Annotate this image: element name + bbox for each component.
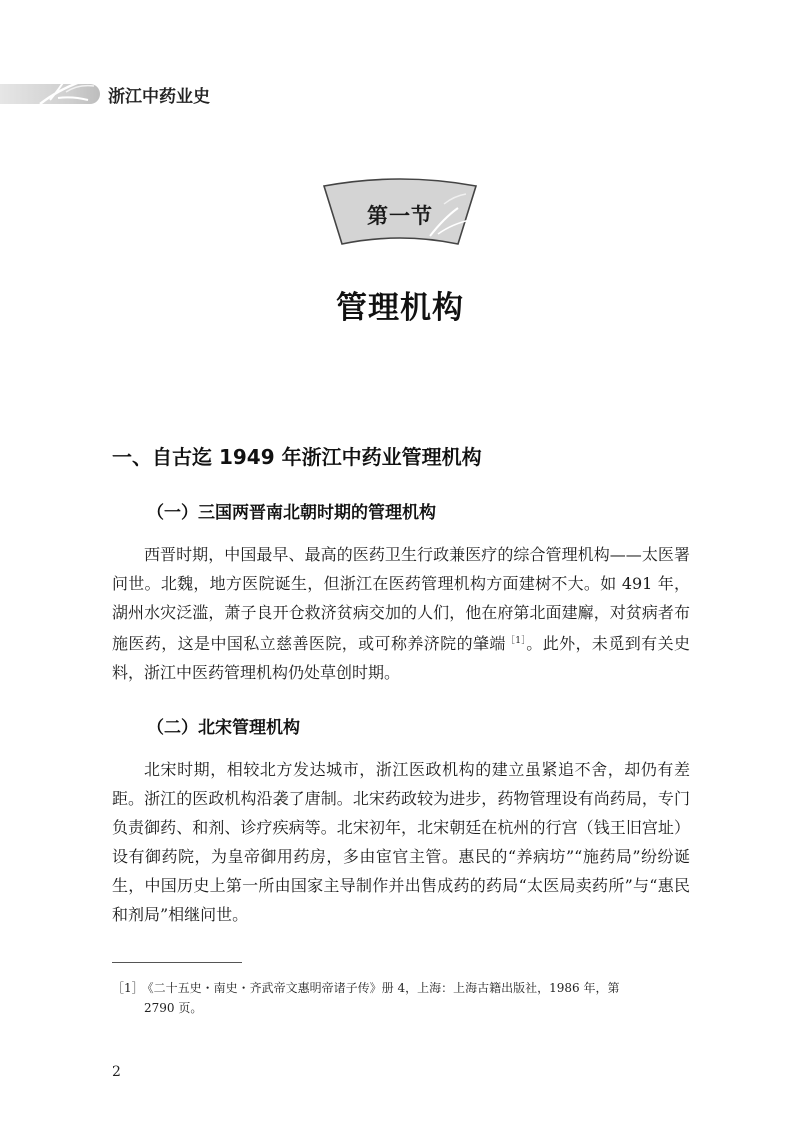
running-header — [0, 74, 800, 114]
paragraph-1-text: 西晋时期，中国最早、最高的医药卫生行政兼医疗的综合管理机构——太医署问世。北魏，地方医院诞生，但浙江在医药管理机构方面建树不大。如 491 年，湖州水灾泛滥，萧子良开仓救济贫病交加的人们，他在府第北面建廨，对贫病者布施医药，这是中国私立慈善医院，或可称养济院的肇端 — [112, 545, 690, 653]
footnote-mark: ［1］ — [112, 981, 144, 995]
subsection-heading-1: （一）三国两晋南北朝时期的管理机构 — [147, 503, 436, 523]
subsection-heading-2: （二）北宋管理机构 — [147, 718, 300, 738]
footnote-text-line1: 《二十五史・南史・齐武帝文惠明帝诸子传》册 4，上海：上海古籍出版社，1986 年，第 — [147, 981, 620, 995]
paragraph-1 — [112, 540, 690, 687]
chapter-heading: 一、自古迄 1949 年浙江中药业管理机构 — [112, 445, 482, 469]
footnote — [112, 978, 690, 1018]
footnote-text-line2: 2790 页。 — [144, 1001, 203, 1015]
footnote-divider — [112, 962, 242, 963]
paragraph-2: 北宋时期，相较北方发达城市，浙江医政机构的建立虽紧追不舍，却仍有差距。浙江的医政机构沿袭了唐制。北宋药政较为进步，药物管理设有尚药局，专门负责御药、和剂、诊疗疾病等。北宋初年，北宋朝廷在杭州的行宫（钱王旧宫址）设有御药院，为皇帝御用药房，多由宦官主管。惠民的“养病坊”“施药局”纷纷诞生，中国历史上第一所由国家主导制作并出售成药的药局“太医局卖药所”与“惠民和剂局”相继问世。 — [112, 760, 690, 924]
book-title: 浙江中药业史 — [108, 87, 210, 107]
section-title: 管理机构 — [336, 290, 464, 326]
footnote-reference[interactable]: ［1］ — [505, 636, 527, 646]
section-number: 第一节 — [367, 204, 433, 228]
bamboo-leaf-icon — [36, 74, 100, 114]
page-number: 2 — [112, 1064, 121, 1080]
paragraph-1-tail: 。此外，未觅到有关史料，浙江中医药管理机构仍处草创时期。 — [112, 634, 690, 682]
section-badge — [320, 178, 480, 256]
